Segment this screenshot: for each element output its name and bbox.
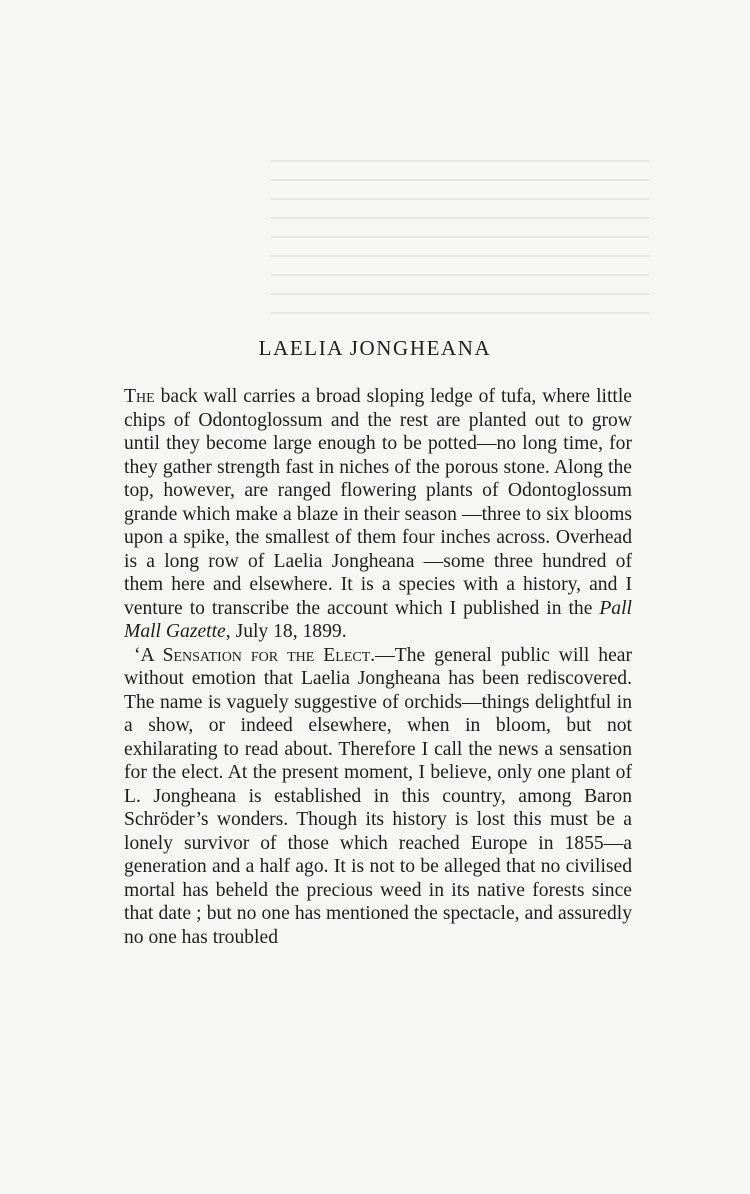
paragraph-1-lead: The	[124, 386, 155, 407]
paragraph-2-text: —The general public will hear without emotion that Laelia Jongheana has been rediscovered. The name is vaguely suggestive of orchids—things delightful in a show, or indeed elsewhere, when in bloom, but not exhilarating to read about. Therefore I call the news a sensation for the elect. At the present moment, I believe, only one plant of L. Jongheana is established in this country, among Baron Schröder’s wonders. Though its history is lost this must be a lonely survivor of those which reached Europe in 1855—a generation and a half ago. It is not to be alleged that no civilised mortal has beheld the precious weed in its native forests since that date ; but no one has mentioned the spectacle, and assuredly no one has troubled	[124, 644, 632, 948]
paragraph-1	[124, 385, 632, 644]
paragraph-2	[124, 644, 632, 950]
chapter-title: LAELIA JONGHEANA	[258, 336, 492, 360]
paragraph-1-text: back wall carries a broad sloping ledge of tufa, where little chips of Odontoglossum and the rest are planted out to grow until they become large enough to be potted—no long time, for they gather strength fast in niches of the porous stone. Along the top, however, are ranged flowering plants of Odontoglossum grande which make a blaze in their season —three to six blooms upon a spike, the smallest of them four inches across. Overhead is a long row of Laelia Jongheana —some three hundred of them here and elsewhere. It is a species with a history, and I venture to transcribe the account which I published in the	[124, 386, 632, 619]
paragraph-1-end: , July 18, 1899.	[225, 621, 347, 642]
publication-name: Pall Mall Gazette	[124, 597, 632, 642]
body-text	[124, 385, 632, 949]
show-through-shadow	[270, 160, 650, 330]
paragraph-2-lead: ‘A Sensation for the Elect.	[134, 644, 376, 666]
